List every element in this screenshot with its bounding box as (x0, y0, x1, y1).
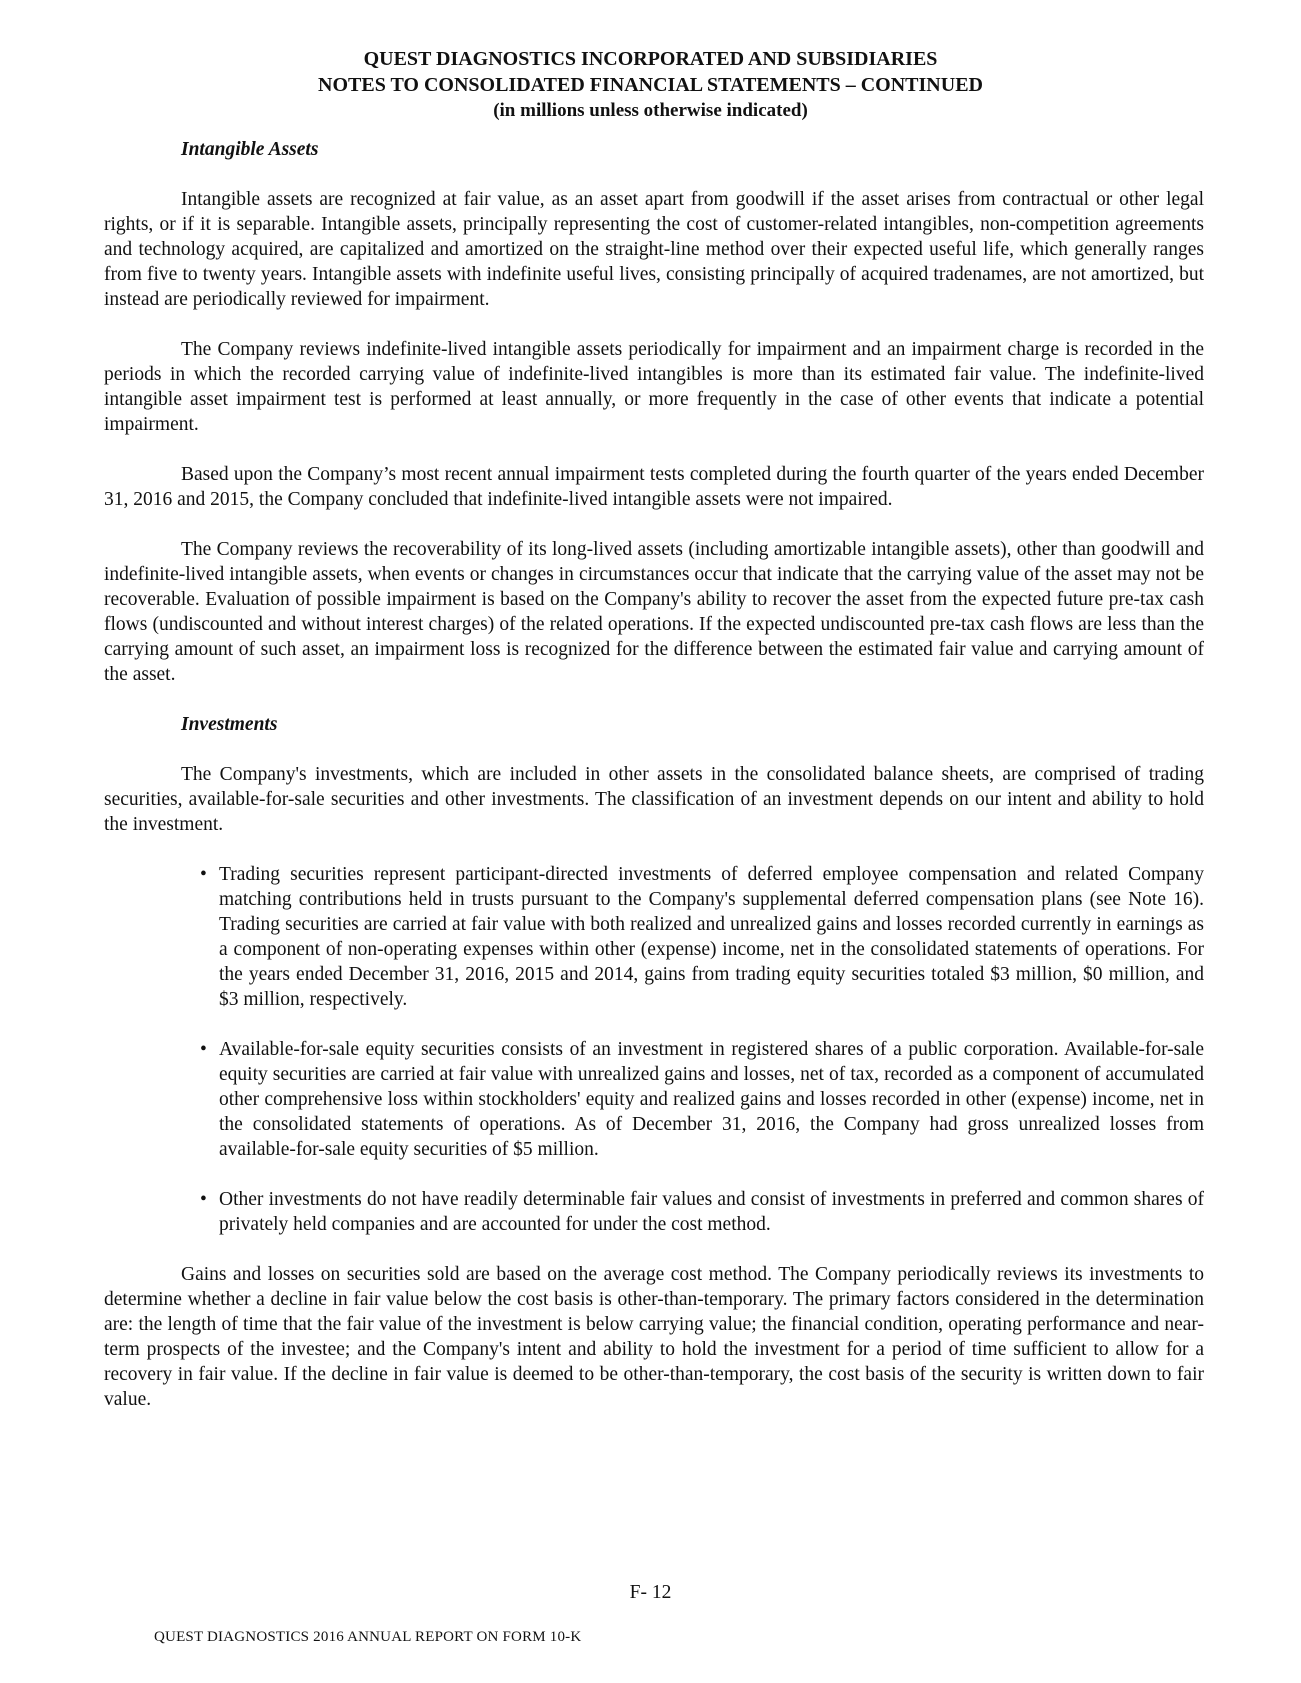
investments-bullet-list (104, 862, 1204, 1237)
intangible-assets-paragraph-1: Intangible assets are recognized at fair value, as an asset apart from goodwill if the asset arises from contractual or other legal rights, or if it is separable. Intangible assets, principally representing the cost of customer-related intangibles, non-competition agreements and technology acquired, are capitalized and amortized on the straight-line method over their expected useful life, which generally ranges from five to twenty years. Intangible assets with indefinite useful lives, consisting principally of acquired tradenames, are not amortized, but instead are periodically reviewed for impairment. (104, 189, 1204, 310)
investments-heading: Investments (181, 714, 278, 735)
investments-closing-paragraph: Gains and losses on securities sold are based on the average cost method. The Company periodically reviews its investments to determine whether a decline in fair value below the cost basis is other-than-temporary. The primary factors considered in the determination are: the length of time that the fair value of the investment is below carrying value; the financial condition, operating performance and near-term prospects of the investee; and the Company's intent and ability to hold the investment for a period of time sufficient to allow for a recovery in fair value. If the decline in fair value is deemed to be other-than-temporary, the cost basis of the security is written down to fair value. (104, 1264, 1204, 1410)
document-body (104, 137, 1204, 1437)
page-number: F- 12 (629, 1582, 672, 1603)
bullet-text: Trading securities represent participant-directed investments of deferred employee compensation and related Company matching contributions held in trusts pursuant to the Company's supplemental deferred compensation plans (see Note 16). Trading securities are carried at fair value with both realized and unrealized gains and losses recorded currently in earnings as a component of non-operating expenses within other (expense) income, net in the consolidated statements of operations. For the years ended December 31, 2016, 2015 and 2014, gains from trading equity securities totaled $3 million, $0 million, and $3 million, respectively. (219, 864, 1204, 1010)
page-footer: QUEST DIAGNOSTICS 2016 ANNUAL REPORT ON FORM 10-K (154, 1629, 582, 1645)
bullet-icon: • (200, 1189, 207, 1210)
bullet-other-investments (200, 1187, 1204, 1237)
intangible-assets-paragraph-4: The Company reviews the recoverability of its long-lived assets (including amortizable intangible assets), other than goodwill and indefinite-lived intangible assets, when events or changes in circumstances occur that indicate that the carrying value of the asset may not be recoverable. Evaluation of possible impairment is based on the Company's ability to recover the asset from the expected future pre-tax cash flows (undiscounted and without interest charges) of the related operations. If the expected undiscounted pre-tax cash flows are less than the carrying amount of such asset, an impairment loss is recognized for the difference between the estimated fair value and carrying amount of the asset. (104, 539, 1204, 685)
bullet-available-for-sale (200, 1037, 1204, 1162)
intangible-assets-heading: Intangible Assets (181, 139, 319, 160)
investments-intro: The Company's investments, which are included in other assets in the consolidated balance sheets, are comprised of trading securities, available-for-sale securities and other investments. The classification of an investment depends on our intent and ability to hold the investment. (104, 764, 1204, 835)
bullet-text: Available-for-sale equity securities consists of an investment in registered shares of a public corporation. Available-for-sale equity securities are carried at fair value with unrealized gains and losses, net of tax, recorded as a component of accumulated other comprehensive loss within stockholders' equity and realized gains and losses recorded in other (expense) income, net in the consolidated statements of operations. As of December 31, 2016, the Company had gross unrealized losses from available-for-sale equity securities of $5 million. (219, 1039, 1204, 1160)
intangible-assets-paragraph-3: Based upon the Company’s most recent annual impairment tests completed during the fourth quarter of the years ended December 31, 2016 and 2015, the Company concluded that indefinite-lived intangible assets were not impaired. (104, 464, 1204, 510)
notes-title: NOTES TO CONSOLIDATED FINANCIAL STATEMENTS – CONTINUED (318, 74, 983, 96)
intangible-assets-paragraph-2: The Company reviews indefinite-lived intangible assets periodically for impairment and an impairment charge is recorded in the periods in which the recorded carrying value of indefinite-lived intangibles is more than its estimated fair value. The indefinite-lived intangible asset impairment test is performed at least annually, or more frequently in the case of other events that indicate a potential impairment. (104, 339, 1204, 435)
bullet-icon: • (200, 1039, 207, 1060)
bullet-icon: • (200, 864, 207, 885)
bullet-text: Other investments do not have readily determinable fair values and consist of investments in preferred and common shares of privately held companies and are accounted for under the cost method. (219, 1189, 1204, 1235)
page-header (0, 46, 1301, 124)
bullet-trading-securities (200, 862, 1204, 1012)
units-note: (in millions unless otherwise indicated) (493, 100, 808, 121)
company-name: QUEST DIAGNOSTICS INCORPORATED AND SUBSIDIARIES (363, 48, 938, 70)
